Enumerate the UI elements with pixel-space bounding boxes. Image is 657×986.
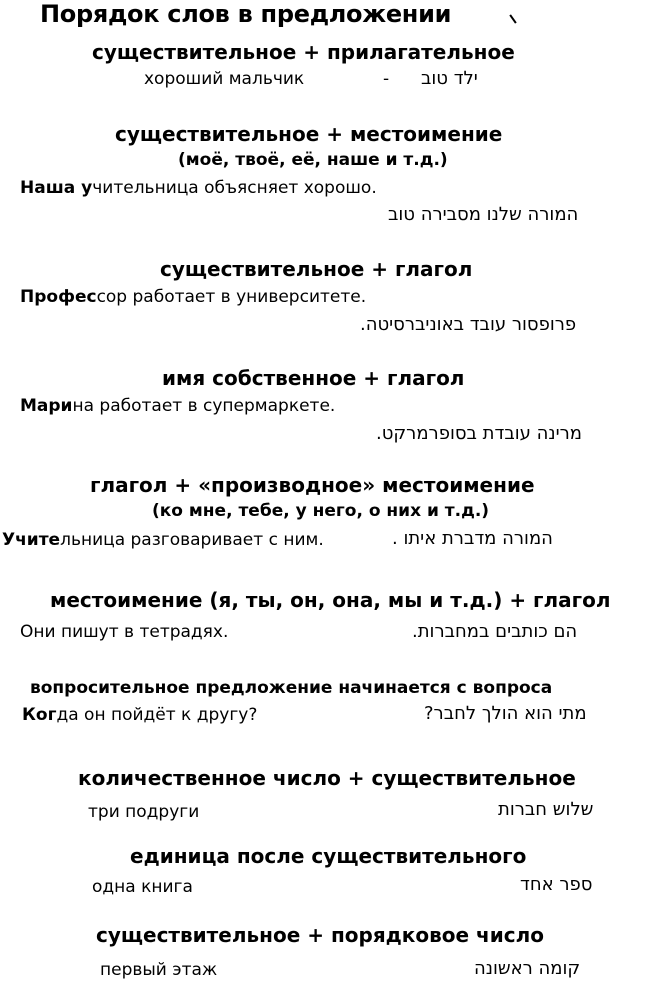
example-russian-rest: да он пойдёт к другу? bbox=[56, 705, 258, 725]
example-hebrew: מרינה עובדת בסופרמרקט. bbox=[376, 423, 582, 444]
section-heading: существительное + местоимение bbox=[115, 122, 503, 146]
example-russian bbox=[2, 532, 324, 549]
example-russian-bold: Наша у bbox=[20, 178, 93, 198]
section-heading: вопросительное предложение начинается с вопроса bbox=[30, 678, 553, 698]
section-heading: глагол + «производное» местоимение bbox=[90, 473, 535, 497]
section-heading: существительное + порядковое число bbox=[96, 923, 545, 947]
example-russian bbox=[20, 180, 377, 197]
example-russian bbox=[22, 707, 257, 724]
stray-mark bbox=[509, 14, 516, 23]
section-heading: единица после существительного bbox=[130, 844, 527, 868]
example-dash: - bbox=[383, 69, 390, 89]
section-heading: местоимение (я, ты, он, она, мы и т.д.) + глагол bbox=[50, 588, 611, 612]
example-russian: одна книга bbox=[92, 877, 193, 897]
example-russian-rest: чительница объясняет хорошо. bbox=[92, 178, 377, 198]
section-heading: имя собственное + глагол bbox=[162, 366, 465, 390]
example-russian: хороший мальчик bbox=[144, 69, 305, 89]
example-hebrew: ילד טוב bbox=[421, 68, 478, 89]
example-russian-bold: Ког bbox=[22, 705, 57, 725]
example-hebrew: פרופסור עובד באוניברסיטה. bbox=[360, 314, 577, 335]
example-russian: три подруги bbox=[88, 802, 200, 822]
example-russian-bold: Учите bbox=[2, 530, 61, 550]
example-hebrew: ספר אחד bbox=[520, 874, 593, 895]
section-subheading: (ко мне, тебе, у него, о них и т.д.) bbox=[152, 501, 490, 521]
example-russian-bold: Мари bbox=[20, 396, 73, 416]
example-russian-rest: льница разговаривает с ним. bbox=[60, 530, 324, 550]
example-russian-rest: сор работает в университете. bbox=[96, 287, 367, 307]
section-subheading: (моё, твоё, её, наше и т.д.) bbox=[178, 150, 448, 170]
example-russian: Они пишут в тетрадях. bbox=[20, 622, 229, 642]
section-heading: количественное число + существительное bbox=[78, 766, 576, 790]
example-hebrew: הם כותבים במחברות. bbox=[412, 621, 578, 642]
example-russian bbox=[20, 289, 366, 306]
example-russian: первый этаж bbox=[100, 960, 218, 980]
example-hebrew: שלוש חברות bbox=[498, 799, 594, 820]
example-hebrew: מתי הוא הולך לחבר? bbox=[424, 703, 587, 724]
section-heading: существительное + прилагательное bbox=[92, 40, 515, 64]
example-hebrew: קומה ראשונה bbox=[474, 958, 581, 979]
section-heading: существительное + глагол bbox=[160, 257, 473, 281]
example-russian bbox=[20, 398, 335, 415]
example-russian-bold: Профес bbox=[20, 287, 97, 307]
example-hebrew: המורה שלנו מסבירה טוב bbox=[388, 204, 579, 225]
page-title: Порядок слов в предложении bbox=[40, 0, 452, 28]
example-hebrew: המורה מדברת איתו . bbox=[392, 528, 553, 549]
example-russian-rest: на работает в супермаркете. bbox=[72, 396, 336, 416]
